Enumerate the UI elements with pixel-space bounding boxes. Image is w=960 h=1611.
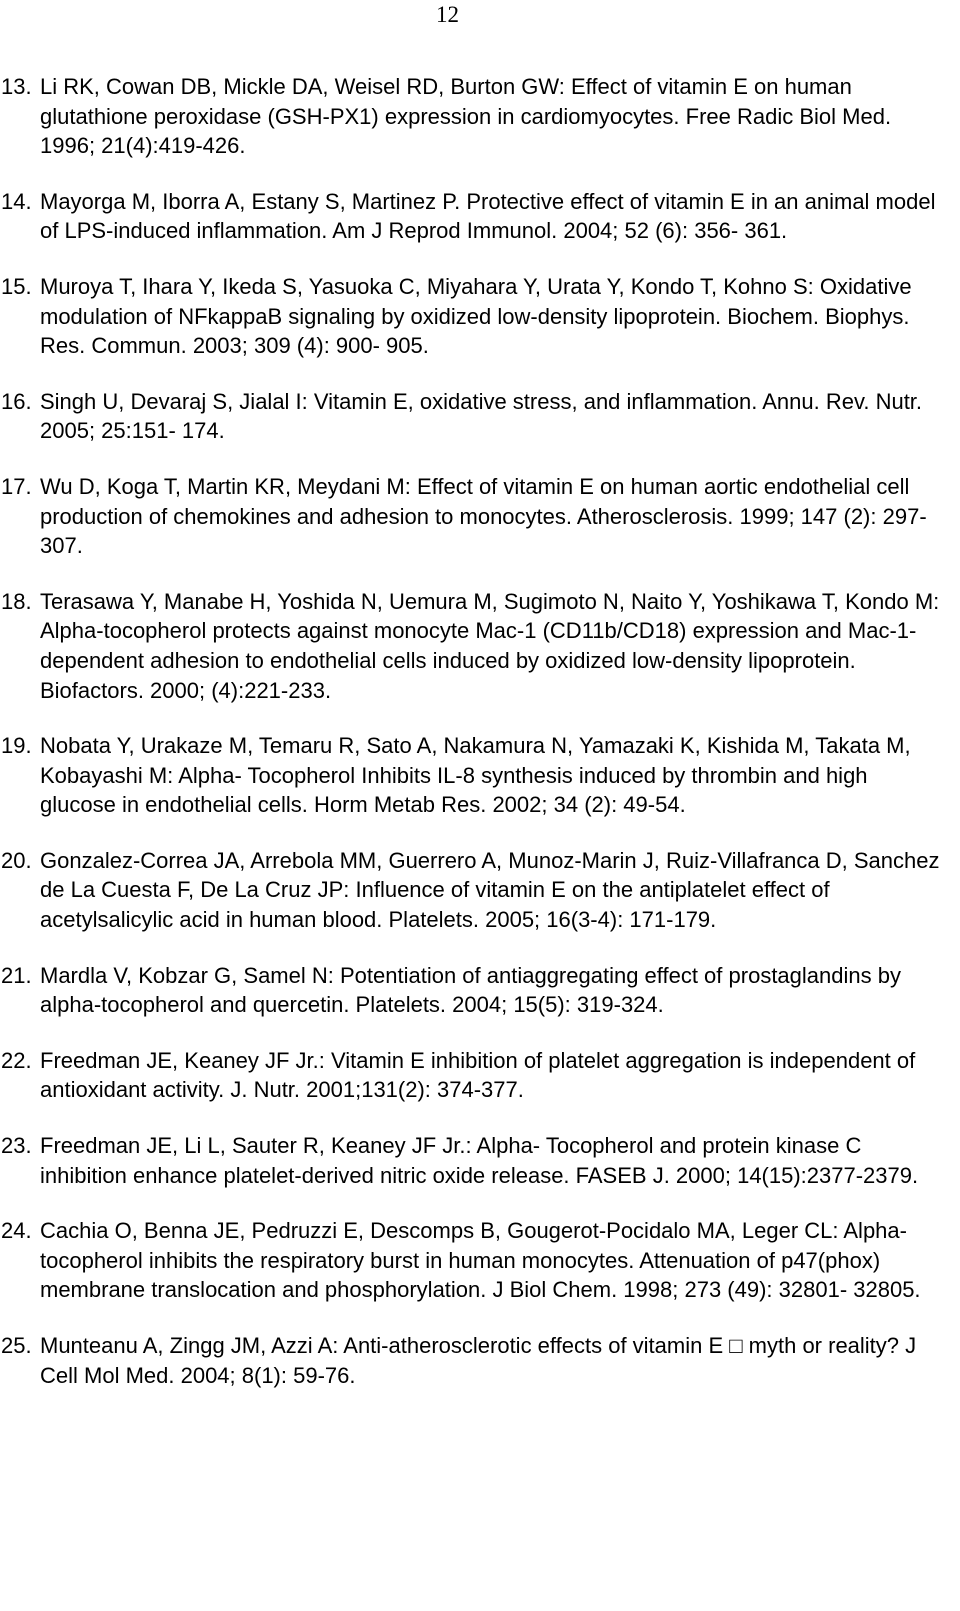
reference-text: Nobata Y, Urakaze M, Temaru R, Sato A, Nakamura N, Yamazaki K, Kishida M, Takata M, Kobayashi M: Alpha- Tocopherol Inhibits IL-8 synthesis induced by thrombin and high glucose in endothelial cells. Horm Metab Res. 2002; 34 (2): 49-54. [40, 733, 911, 818]
reference-text: Freedman JE, Keaney JF Jr.: Vitamin E inhibition of platelet aggregation is independent of antioxidant activity. J. Nutr. 2001;131(2): 374-377. [40, 1047, 916, 1103]
reference-number: 22. [1, 1047, 32, 1073]
reference-number: 13. [1, 74, 32, 99]
reference-number: 25. [1, 1333, 32, 1358]
reference-text: Munteanu A, Zingg JM, Azzi A: Anti-atherosclerotic effects of vitamin E □ myth or reality? J Cell Mol Med. 2004; 8(1): 59-76. [40, 1333, 917, 1388]
reference-text: Li RK, Cowan DB, Mickle DA, Weisel RD, Burton GW: Effect of vitamin E on human glutathione peroxidase (GSH-PX1) expression in cardiomyocytes. Free Radic Biol Med. 1996; 21(4):419-426. [40, 74, 892, 159]
reference-text: Mardla V, Kobzar G, Samel N: Potentiation of antiaggregating effect of prostaglandins by alpha-tocopherol and quercetin. Platelets. 2004; 15(5): 319-324. [40, 962, 901, 1018]
page-number: 12 [436, 2, 459, 27]
reference-number: 16. [1, 388, 32, 414]
reference-text: Wu D, Koga T, Martin KR, Meydani M: Effect of vitamin E on human aortic endothelial cell production of chemokines and adhesion to monocytes. Atherosclerosis. 1999; 147 (2): 297-307. [40, 473, 927, 559]
reference-number: 19. [1, 733, 32, 759]
reference-text: Muroya T, Ihara Y, Ikeda S, Yasuoka C, Miyahara Y, Urata Y, Kondo T, Kohno S: Oxidative modulation of NFkappaB signaling by oxidized low-density lipoprotein. Biochem. Biophys. Res. Commun. 2003; 309 (4): 900- 905. [40, 273, 912, 359]
reference-item [0, 1331, 960, 1390]
reference-item [0, 846, 960, 935]
reference-number: 20. [1, 847, 32, 873]
reference-item [0, 1216, 960, 1305]
reference-text: Cachia O, Benna JE, Pedruzzi E, Descomps B, Gougerot-Pocidalo MA, Leger CL: Alpha-tocopherol inhibits the respiratory burst in human monocytes. Attenuation of p47(phox) membrane translocation and phosphorylation. J Biol Chem. 1998; 273 (49): 32801- 32805. [40, 1218, 921, 1303]
reference-item [0, 272, 960, 361]
reference-item [0, 187, 960, 246]
reference-number: 17. [1, 473, 32, 499]
reference-item [0, 1131, 960, 1190]
reference-item [0, 731, 960, 820]
reference-number: 14. [1, 188, 32, 214]
reference-number: 24. [1, 1218, 32, 1244]
reference-number: 15. [1, 273, 32, 299]
reference-text: Singh U, Devaraj S, Jialal I: Vitamin E, oxidative stress, and inflammation. Annu. Rev. Nutr. 2005; 25:151- 174. [40, 388, 923, 444]
reference-number: 23. [1, 1133, 32, 1159]
reference-text: Freedman JE, Li L, Sauter R, Keaney JF Jr.: Alpha- Tocopherol and protein kinase C inhibition enhance platelet-derived nitric oxide release. FASEB J. 2000; 14(15):2377-2379. [40, 1133, 919, 1188]
reference-text: Gonzalez-Correa JA, Arrebola MM, Guerrero A, Munoz-Marin J, Ruiz-Villafranca D, Sanchez de La Cuesta F, De La Cruz JP: Influence of vitamin E on the antiplatelet effect of acetylsalicylic acid in human blood. Platelets. 2005; 16(3-4): 171-179. [40, 847, 940, 933]
reference-number: 18. [1, 588, 32, 614]
reference-text: Terasawa Y, Manabe H, Yoshida N, Uemura M, Sugimoto N, Naito Y, Yoshikawa T, Kondo M: Alpha-tocopherol protects against monocyte Mac-1 (CD11b/CD18) expression and Mac-1-dependent adhesion to endothelial cells induced by oxidized low-density lipoprotein. Biofactors. 2000; (4):221-233. [40, 588, 940, 703]
reference-item [0, 587, 960, 705]
reference-item [0, 1046, 960, 1105]
reference-number: 21. [1, 962, 32, 988]
reference-item [0, 472, 960, 561]
reference-item [0, 387, 960, 446]
reference-text: Mayorga M, Iborra A, Estany S, Martinez P. Protective effect of vitamin E in an animal model of LPS-induced inflammation. Am J Reprod Immunol. 2004; 52 (6): 356- 361. [40, 188, 936, 244]
reference-list [0, 72, 960, 1416]
reference-item [0, 961, 960, 1020]
reference-item [0, 72, 960, 161]
